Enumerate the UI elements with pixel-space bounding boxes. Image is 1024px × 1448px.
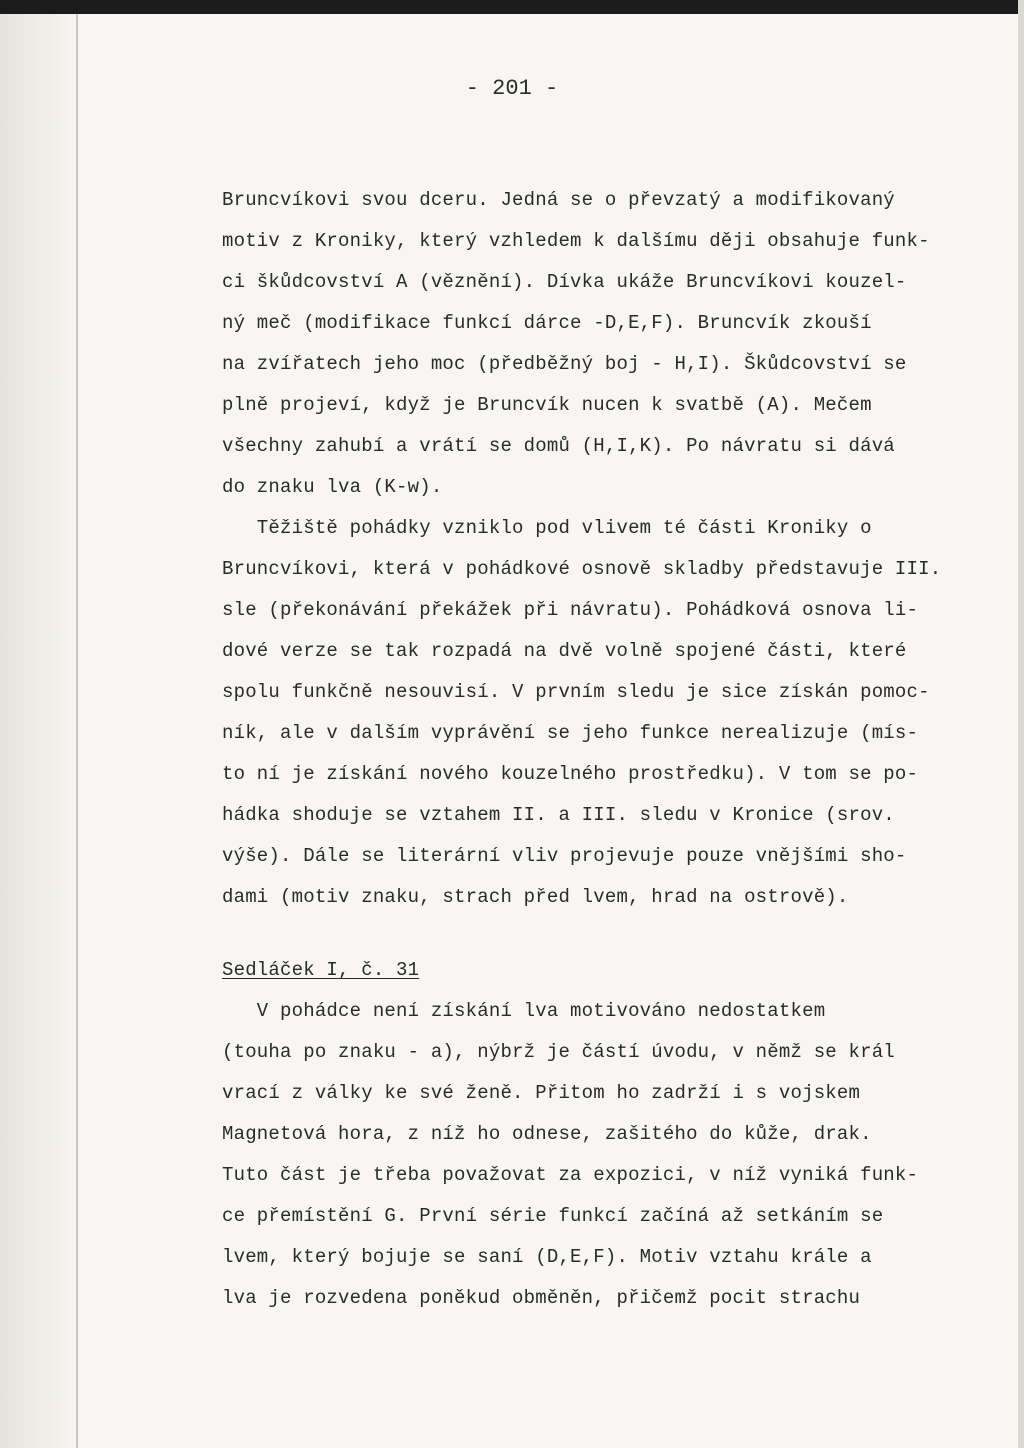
text-line: sle (překonávání překážek při návratu). Pohádková osnova li- [222, 599, 919, 621]
text-line: lvem, který bojuje se saní (D,E,F). Motiv vztahu krále a [222, 1246, 872, 1268]
text-line: do znaku lva (K-w). [222, 476, 443, 498]
text-line: všechny zahubí a vrátí se domů (H,I,K). Po návratu si dává [222, 435, 895, 457]
text-line: to ní je získání nového kouzelného prostředku). V tom se po- [222, 763, 919, 785]
text-line: ný meč (modifikace funkcí dárce -D,E,F). Bruncvík zkouší [222, 312, 872, 334]
binding-edge [76, 14, 78, 1448]
body-text [222, 180, 1002, 1319]
text-line: Bruncvíkovi svou dceru. Jedná se o převzatý a modifikovaný [222, 189, 895, 211]
text-line: lva je rozvedena poněkud obměněn, přičemž pocit strachu [222, 1287, 861, 1309]
text-line: V pohádce není získání lva motivováno nedostatkem [222, 1000, 826, 1022]
text-line: (touha po znaku - a), nýbrž je částí úvodu, v němž se král [222, 1041, 895, 1063]
text-line: vrací z války ke své ženě. Přitom ho zadrží i s vojskem [222, 1082, 861, 1104]
text-line: ník, ale v dalším vyprávění se jeho funkce nerealizuje (mís- [222, 722, 919, 744]
paragraph-2 [222, 508, 1002, 918]
text-line: výše). Dále se literární vliv projevuje pouze vnějšími sho- [222, 845, 907, 867]
text-line: hádka shoduje se vztahem II. a III. sledu v Kronice (srov. [222, 804, 895, 826]
section-heading: Sedláček I, č. 31 [222, 959, 420, 981]
section-heading-line [222, 950, 1002, 991]
paragraph-3 [222, 991, 1002, 1319]
text-line: Bruncvíkovi, která v pohádkové osnově skladby představuje III. [222, 558, 942, 580]
paragraph-1 [222, 180, 1002, 508]
text-line: Těžiště pohádky vzniklo pod vlivem té části Kroniky o [222, 517, 872, 539]
text-line: Magnetová hora, z níž ho odnese, zašitého do kůže, drak. [222, 1123, 872, 1145]
text-line: plně projeví, když je Bruncvík nucen k svatbě (A). Mečem [222, 394, 872, 416]
text-line: motiv z Kroniky, který vzhledem k dalšímu ději obsahuje funk- [222, 230, 930, 252]
binding-shadow [0, 14, 80, 1448]
scan-top-border [0, 0, 1024, 14]
text-line: spolu funkčně nesouvisí. V prvním sledu je sice získán pomoc- [222, 681, 930, 703]
text-line: Tuto část je třeba považovat za expozici, v níž vyniká funk- [222, 1164, 919, 1186]
text-line: dami (motiv znaku, strach před lvem, hrad na ostrově). [222, 886, 849, 908]
scan-right-border [1018, 0, 1024, 1448]
text-line: na zvířatech jeho moc (předběžný boj - H,I). Škůdcovství se [222, 353, 907, 375]
page-number: - 201 - [465, 76, 559, 101]
text-line: dové verze se tak rozpadá na dvě volně spojené části, které [222, 640, 907, 662]
text-line: ce přemístění G. První série funkcí začíná až setkáním se [222, 1205, 884, 1227]
text-line: ci škůdcovství A (věznění). Dívka ukáže Bruncvíkovi kouzel- [222, 271, 907, 293]
